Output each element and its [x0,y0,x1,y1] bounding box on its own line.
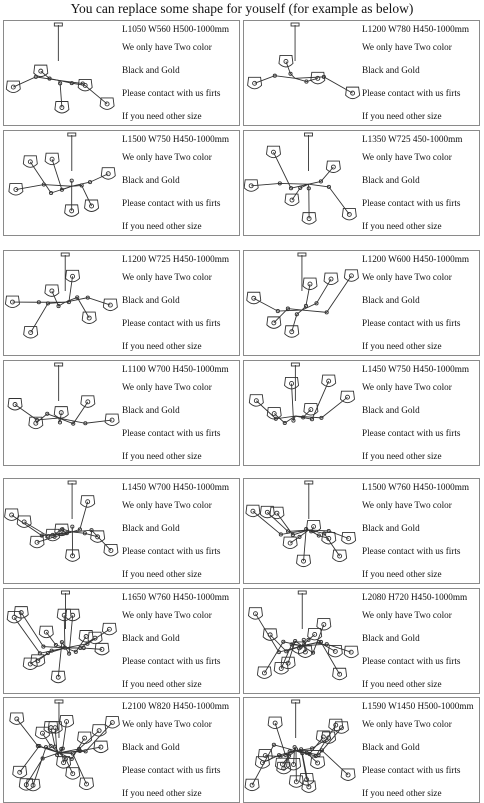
dimensions-label: L1500 W760 H450-1000mm [362,482,470,492]
finish-label: Black and Gold [362,295,420,305]
spec-text [122,700,237,803]
chandelier-5-arm-icon [4,361,122,465]
size-note: If you need other size [122,679,202,689]
size-note: If you need other size [122,221,202,231]
size-note: If you need other size [122,569,202,579]
size-note: If you need other size [362,679,442,689]
contact-note: Please contact with us firts [122,428,221,438]
product-card [3,130,240,236]
product-card [243,588,480,694]
size-note: If you need other size [362,221,442,231]
chandelier-12-arm-icon [4,589,122,693]
color-note: We only have Two color [362,719,452,729]
size-note: If you need other size [122,451,202,461]
product-card [243,360,480,466]
contact-note: Please contact with us firts [122,546,221,556]
color-note: We only have Two color [122,610,212,620]
contact-note: Please contact with us firts [362,765,461,775]
size-note: If you need other size [362,111,442,121]
chandelier-12-arm-icon [244,589,362,693]
color-note: We only have Two color [362,272,452,282]
finish-label: Black and Gold [122,295,180,305]
product-card [243,250,480,356]
spec-text [362,253,477,356]
chandelier-15-arm-icon [4,698,122,802]
chandelier-cluster-icon [244,698,362,802]
spec-text [122,253,237,356]
finish-label: Black and Gold [362,523,420,533]
dimensions-label: L1200 W600 H450-1000mm [362,254,470,264]
finish-label: Black and Gold [122,175,180,185]
contact-note: Please contact with us firts [362,88,461,98]
product-card [243,697,480,803]
finish-label: Black and Gold [122,523,180,533]
product-card [3,20,240,126]
chandelier-6-arm-icon [244,361,362,465]
color-note: We only have Two color [362,610,452,620]
chandelier-6-arm-icon [4,131,122,235]
spec-text [362,591,477,694]
chandelier-4-arm-icon [244,21,362,125]
color-note: We only have Two color [122,272,212,282]
dimensions-label: L1200 W780 H450-1000mm [362,24,470,34]
dimensions-label: L1450 W700 H450-1000mm [122,482,230,492]
dimensions-label: L1200 W725 H450-1000mm [122,254,230,264]
page-header: You can replace some shape for youself (for example as below) [70,1,414,16]
product-card [243,20,480,126]
finish-label: Black and Gold [362,65,420,75]
spec-text [362,133,477,236]
contact-note: Please contact with us firts [362,318,461,328]
dimensions-label: L2100 W820 H450-1000mm [122,701,230,711]
dimensions-label: L1500 W750 H450-1000mm [122,134,230,144]
spec-text [362,481,477,584]
color-note: We only have Two color [122,719,212,729]
contact-note: Please contact with us firts [362,656,461,666]
contact-note: Please contact with us firts [362,428,461,438]
dimensions-label: L1050 W560 H500-1000mm [122,24,230,34]
finish-label: Black and Gold [362,405,420,415]
finish-label: Black and Gold [122,405,180,415]
spec-text [362,363,477,466]
spec-text [122,23,237,126]
contact-note: Please contact with us firts [122,198,221,208]
color-note: We only have Two color [362,42,452,52]
size-note: If you need other size [122,111,202,121]
contact-note: Please contact with us firts [122,656,221,666]
product-card [3,588,240,694]
color-note: We only have Two color [362,500,452,510]
chandelier-6-arm-icon [244,131,362,235]
dimensions-label: L2080 H720 H450-1000mm [362,592,468,602]
dimensions-label: L1450 W750 H450-1000mm [362,364,470,374]
spec-text [122,591,237,694]
color-note: We only have Two color [122,382,212,392]
spec-text [362,23,477,126]
color-note: We only have Two color [362,382,452,392]
size-note: If you need other size [362,341,442,351]
contact-note: Please contact with us firts [362,198,461,208]
color-note: We only have Two color [362,152,452,162]
size-note: If you need other size [362,788,442,798]
finish-label: Black and Gold [122,633,180,643]
product-card [3,360,240,466]
product-card [3,478,240,584]
spec-text [122,363,237,466]
finish-label: Black and Gold [362,175,420,185]
spec-text [122,481,237,584]
product-card [243,478,480,584]
chandelier-9-arm-icon [244,479,362,583]
size-note: If you need other size [122,341,202,351]
size-note: If you need other size [362,451,442,461]
contact-note: Please contact with us firts [362,546,461,556]
finish-label: Black and Gold [362,742,420,752]
contact-note: Please contact with us firts [122,765,221,775]
size-note: If you need other size [362,569,442,579]
contact-note: Please contact with us firts [122,318,221,328]
chandelier-9-arm-icon [4,479,122,583]
dimensions-label: L1650 W760 H450-1000mm [122,592,230,602]
product-card [243,130,480,236]
chandelier-6-arm-icon [4,251,122,355]
spec-text [362,700,477,803]
contact-note: Please contact with us firts [122,88,221,98]
product-card [3,697,240,803]
dimensions-label: L1590 W1450 H500-1000mm [362,701,474,711]
dimensions-label: L1100 W700 H450-1000mm [122,364,229,374]
dimensions-label: L1350 W725 450-1000mm [362,134,463,144]
finish-label: Black and Gold [122,65,180,75]
product-card [3,250,240,356]
chandelier-5-arm-icon [4,21,122,125]
finish-label: Black and Gold [362,633,420,643]
color-note: We only have Two color [122,500,212,510]
finish-label: Black and Gold [122,742,180,752]
color-note: We only have Two color [122,42,212,52]
color-note: We only have Two color [122,152,212,162]
spec-text [122,133,237,236]
chandelier-6-arm-icon [244,251,362,355]
size-note: If you need other size [122,788,202,798]
